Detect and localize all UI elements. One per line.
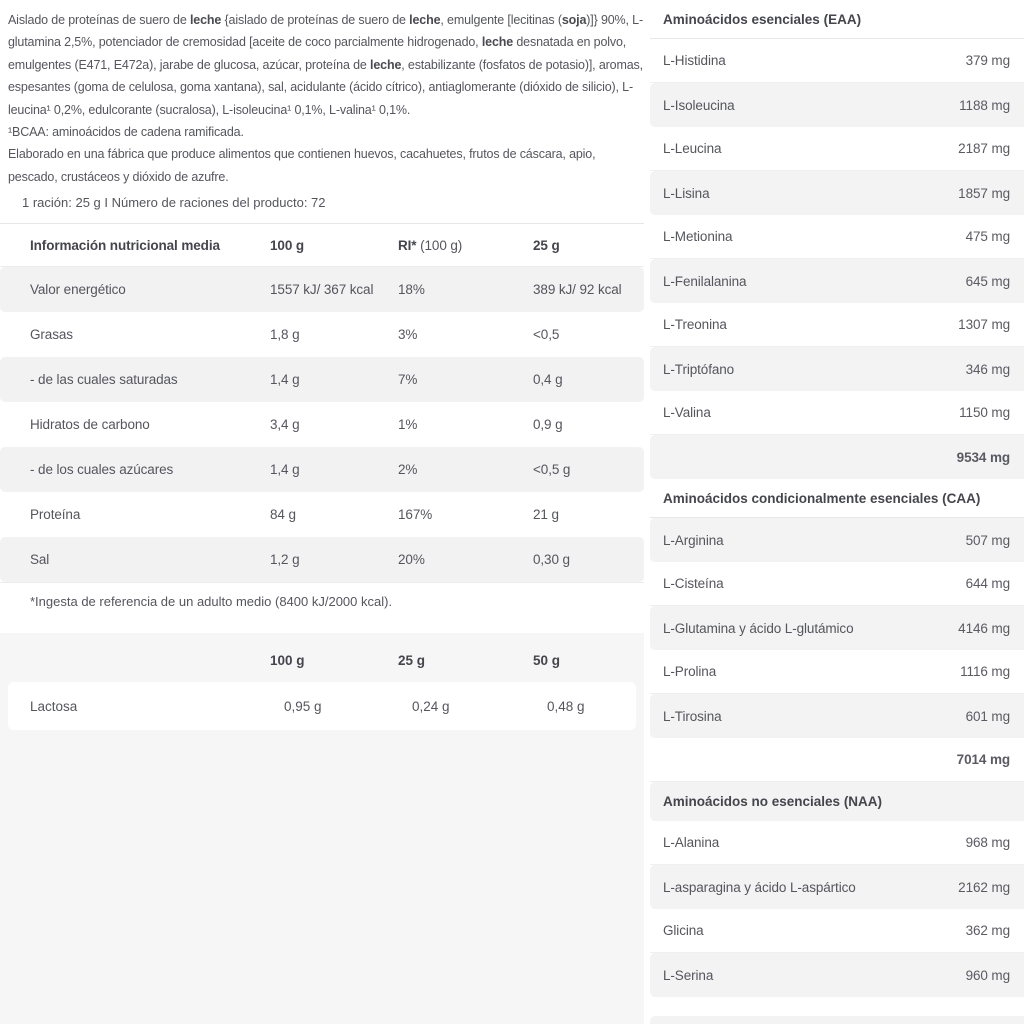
lactose-header-100g: 100 g [270,652,305,668]
lactose-header-50g: 50 g [533,652,561,668]
ingredients-line: ¹BCAA: aminoácidos de cadena ramificada. [8,125,244,140]
value-25g: 0,9 g [533,417,563,433]
amino-label: L-Lisina [663,185,710,201]
amino-value: 346 mg [965,361,1010,377]
ingredients-line: espesantes (goma de celulosa, goma xantana), sal, acidulante (ácido cítrico), antiaglomerante (dióxido de silicio), L- [8,80,634,95]
amino-section-title: Aminoácidos esenciales (EAA) [650,0,1024,39]
amino-section-title: Aminoácidos no esenciales (NAA) [650,782,1024,821]
lactose-table-header [0,633,644,677]
amino-label: L-Histidina [663,53,726,68]
amino-value: 1116 mg [960,664,1010,679]
value-ri: 167% [398,507,433,523]
serving-info: 1 ración: 25 g I Número de raciones del producto: 72 [22,195,326,211]
ingredients-paragraph [0,0,644,188]
value-ri: 20% [398,552,425,568]
amino-row [650,83,1024,127]
value-100g: 1,8 g [270,327,300,343]
nutrition-header-25g: 25 g [533,237,560,253]
lactose-panel [0,633,644,1024]
amino-label: L-Isoleucina [663,97,735,113]
amino-row [650,909,1024,953]
nutrient-label: Hidratos de carbono [30,417,150,433]
value-25g: 389 kJ/ 92 kcal [533,282,622,298]
amino-label: L-Tirosina [663,708,722,724]
value-25g: <0,5 [533,327,560,343]
nutrition-footnote: *Ingesta de referencia de un adulto medio (8400 kJ/2000 kcal). [0,582,644,620]
amino-row [650,171,1024,215]
amino-label: L-Alanina [663,835,720,850]
amino-label: L-Triptófano [663,361,735,377]
ingredients-line: leucina¹ 0,2%, edulcorante (sucralosa), L-isoleucina¹ 0,1%, L-valina¹ 0,1%. [8,102,411,117]
value-100g: 1,4 g [270,372,300,388]
amino-label: L-Cisteína [663,576,724,591]
amino-value: 645 mg [965,273,1010,289]
nutrition-header-label: Información nutricional media [30,237,220,253]
nutrient-label: Proteína [30,507,81,523]
amino-value: 475 mg [965,229,1010,244]
amino-value: 379 mg [965,53,1010,68]
amino-row [650,518,1024,562]
value-25g: 21 g [533,507,559,523]
amino-value: 4146 mg [958,620,1010,636]
nutrition-header-100g: 100 g [270,237,305,253]
amino-value: 1150 mg [959,405,1010,420]
amino-value: 968 mg [965,835,1010,850]
amino-total-row [650,738,1024,782]
value-100g: 1,2 g [270,552,300,568]
amino-acids-panel [650,0,1024,1024]
nutrient-label: Valor energético [30,282,126,298]
amino-row [650,694,1024,738]
nutrition-table [0,223,644,620]
amino-row [650,953,1024,997]
value-25g: 0,4 g [533,372,563,388]
amino-label: L-Glutamina y ácido L-glutámico [663,620,854,636]
amino-row [650,215,1024,259]
nutrient-label: - de las cuales saturadas [30,372,178,388]
nutrient-label: Sal [30,552,50,568]
ingredients-line: Aislado de proteínas de suero de leche {aislado de proteínas de suero de leche, emulgente [lecitinas (soja)]} 90%, L- [8,13,643,27]
lactose-label: Lactosa [30,698,78,714]
amino-row [650,391,1024,435]
amino-value: 960 mg [965,967,1010,983]
amino-label: L-Valina [663,405,711,420]
amino-value: 2162 mg [958,879,1010,895]
amino-value: 601 mg [965,708,1010,724]
amino-row [650,606,1024,650]
amino-value: 644 mg [965,576,1010,591]
nutrition-header-ri: RI* (100 g) [398,237,463,253]
nutrient-label: Grasas [30,327,73,343]
amino-total-row [650,435,1024,479]
value-ri: 18% [398,282,425,298]
nutrition-row [0,402,644,447]
amino-label: L-Leucina [663,141,722,156]
amino-value: 1307 mg [958,317,1010,332]
ingredients-line: emulgentes (E471, E472a), jarabe de glucosa, azúcar, proteína de leche, estabilizante (fosfatos de potasio)], aromas, [8,57,643,72]
amino-row [650,821,1024,865]
amino-row [650,562,1024,606]
lactose-value-25g: 0,24 g [412,698,450,714]
nutrient-label: - de los cuales azúcares [30,462,174,478]
amino-label: L-Treonina [663,317,727,332]
lactose-row [8,682,636,730]
amino-label: L-Metionina [663,229,733,244]
nutrition-table-header [0,224,644,267]
ingredients-line: glutamina 2,5%, potenciador de cremosidad [aceite de coco parcialmente hidrogenado, leche desnatada en polvo, [8,35,627,50]
amino-label: L-Arginina [663,532,724,548]
value-100g: 1557 kJ/ 367 kcal [270,282,374,298]
amino-value: 1857 mg [958,185,1010,201]
amino-row [650,865,1024,909]
lactose-value-100g: 0,95 g [284,698,322,714]
nutrition-row [0,312,644,357]
nutrition-row [0,357,644,402]
value-100g: 1,4 g [270,462,300,478]
amino-value: 2187 mg [958,141,1010,156]
nutrition-row [0,492,644,537]
value-ri: 3% [398,327,418,343]
value-ri: 1% [398,417,418,433]
amino-label: L-Prolina [663,664,717,679]
nutrition-row [0,267,644,312]
amino-row [650,347,1024,391]
lactose-header-25g: 25 g [398,652,426,668]
amino-row [650,39,1024,83]
ingredients-line: pescado, crustáceos y dióxido de azufre. [8,169,229,184]
amino-value: 7014 mg [956,752,1010,767]
amino-value: 1188 mg [959,97,1010,113]
value-25g: <0,5 g [533,462,571,478]
amino-row [650,259,1024,303]
amino-row [650,127,1024,171]
nutrition-row [0,537,644,582]
amino-section-title: Aminoácidos condicionalmente esenciales (CAA) [650,479,1024,518]
amino-label: L-Serina [663,967,714,983]
value-ri: 7% [398,372,418,388]
amino-value: 507 mg [965,532,1010,548]
amino-label: Glicina [663,923,704,938]
amino-value: 9534 mg [956,449,1010,465]
amino-label: L-asparagina y ácido L-aspártico [663,879,856,895]
cutoff-row-stub [650,1016,1024,1024]
value-25g: 0,30 g [533,552,570,568]
value-ri: 2% [398,462,418,478]
value-100g: 84 g [270,507,296,523]
ingredients-line: Elaborado en una fábrica que produce alimentos que contienen huevos, cacahuetes, frutos de cáscara, apio, [8,147,596,162]
lactose-value-50g: 0,48 g [547,698,585,714]
amino-label: L-Fenilalanina [663,273,747,289]
amino-value: 362 mg [965,923,1010,938]
amino-row [650,303,1024,347]
amino-row [650,650,1024,694]
value-100g: 3,4 g [270,417,300,433]
nutrition-row [0,447,644,492]
